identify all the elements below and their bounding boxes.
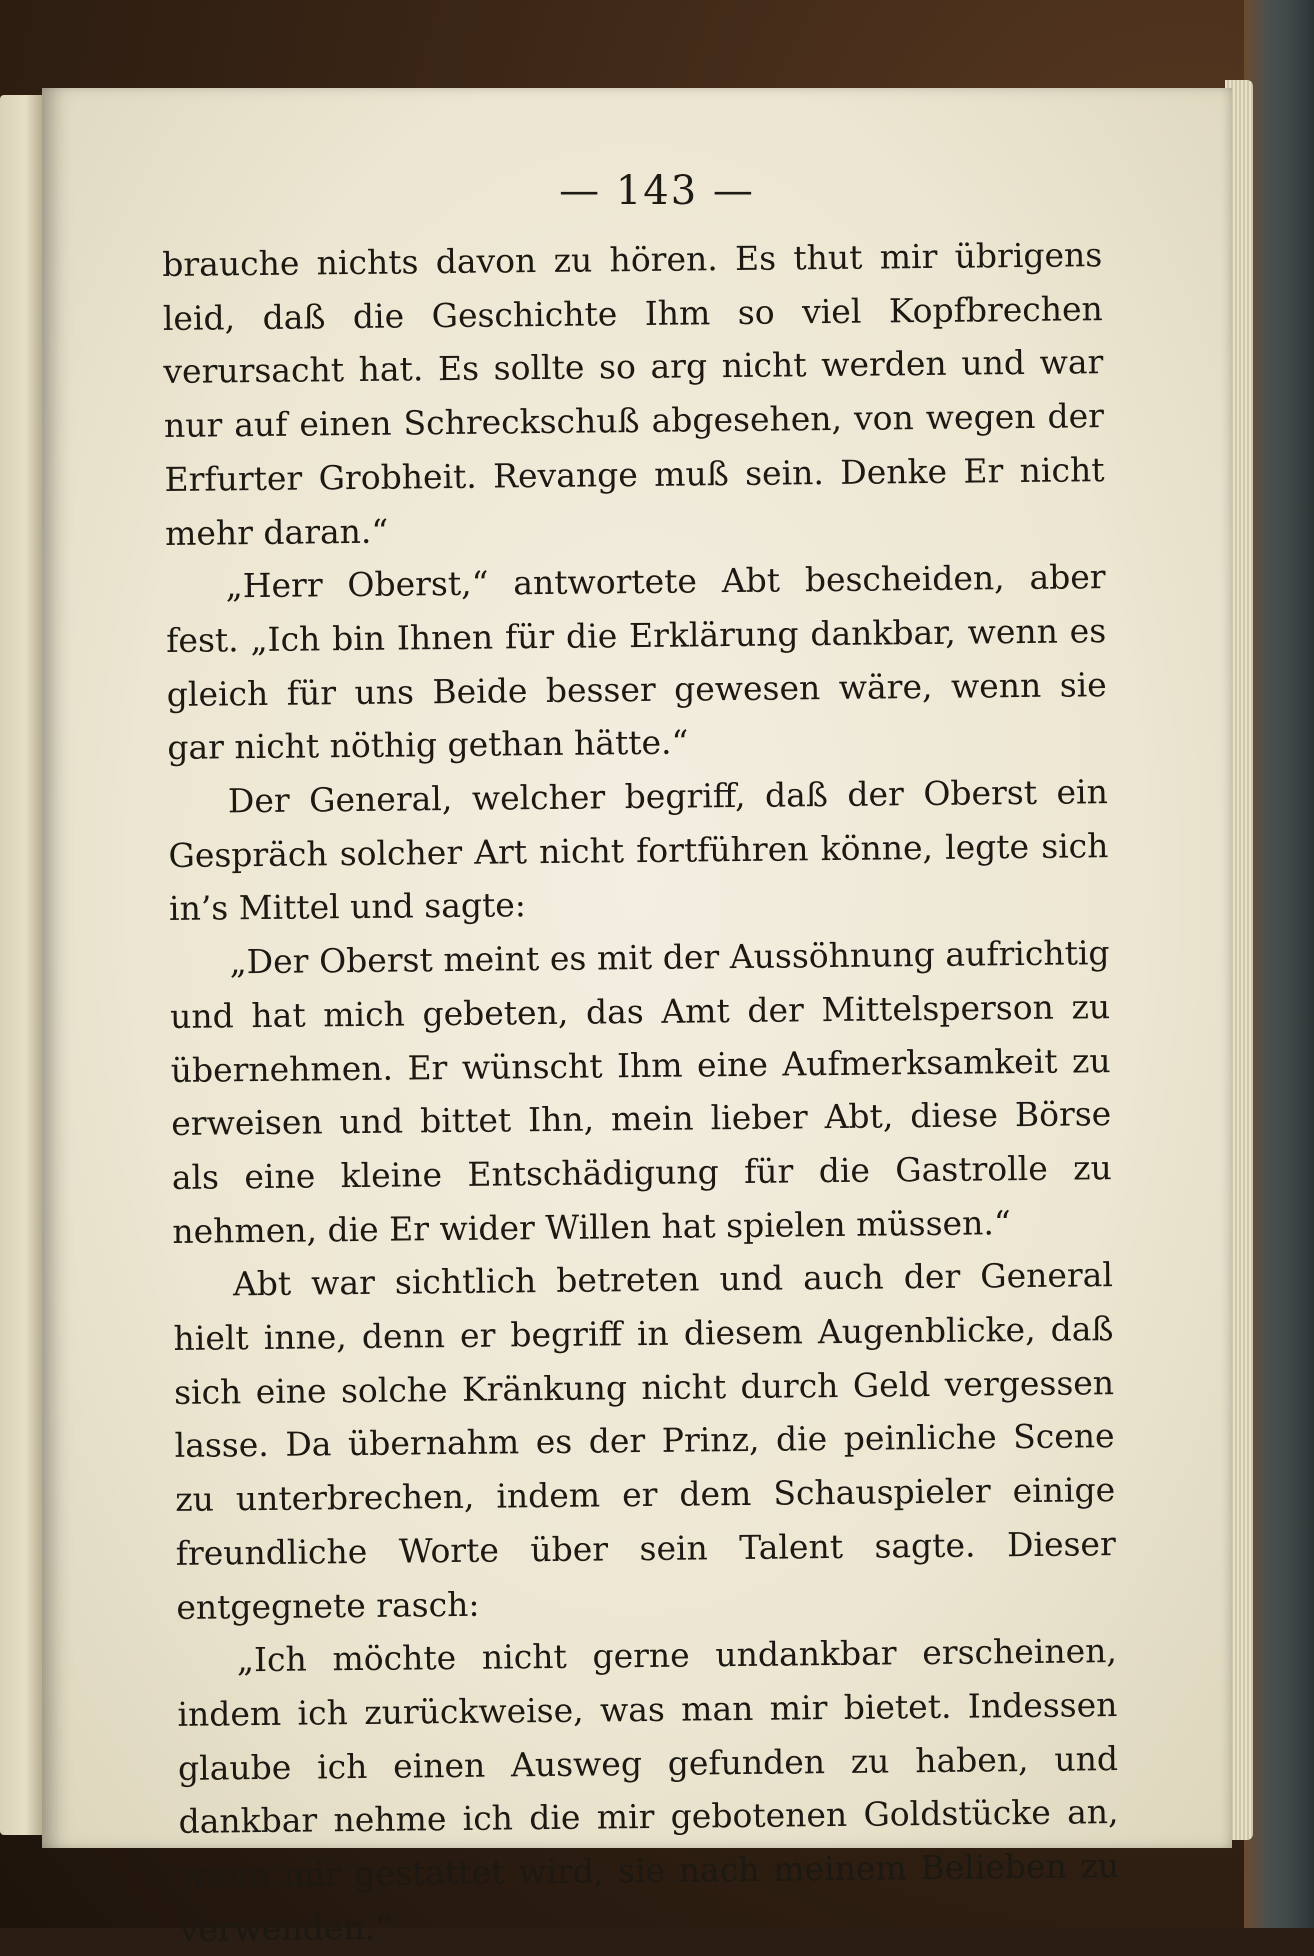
paragraph: „Ich möchte nicht gerne undankbar erscheinen, indem ich zurückweise, was man mir bietet. Indessen glaube ich einen Ausweg gefunden zu haben, und dankbar nehme ich die mir gebotenen Goldstücke an, wenn mir gestattet wird, sie nach meinem Belieben zu verwenden.“ <box>177 1631 1120 1949</box>
page-number: — 143 — <box>559 168 755 214</box>
book-binding-edge <box>1244 0 1314 1928</box>
paragraph: Der General, welcher begriff, daß der Oberst ein Gespräch solcher Art nicht fortführen könne, legte sich in’s Mittel und sagte: <box>168 772 1109 929</box>
paragraph: „Der Oberst meint es mit der Aussöhnung aufrichtig und hat mich gebeten, das Amt der Mittelsperson zu übernehmen. Er wünscht Ihm eine Aufmerksamkeit zu erweisen und bittet Ihn, mein lieber Abt, diese Börse als eine kleine Entschädigung für die Gastrolle zu nehmen, die Er wider Willen hat spielen müssen.“ <box>169 933 1112 1251</box>
page-text <box>162 228 1120 1956</box>
paragraph: „Herr Oberst,“ antwortete Abt bescheiden, aber fest. „Ich bin Ihnen für die Erklärung dankbar, wenn es gleich für uns Beide besser gewesen wäre, wenn sie gar nicht nöthig gethan hätte.“ <box>166 557 1107 768</box>
paragraph: brauche nichts davon zu hören. Es thut mir übrigens leid, daß die Geschichte Ihm so viel Kopfbrechen verursacht hat. Es sollte so arg nicht werden und war nur auf einen Schreckschuß abgesehen, von wegen der Erfurter Grobheit. Revange muß sein. Denke Er nicht mehr daran.“ <box>162 235 1105 553</box>
paragraph: Abt war sichtlich betreten und auch der General hielt inne, denn er begriff in diesem Augenblicke, daß sich eine solche Kränkung nicht durch Geld vergessen lasse. Da übernahm es der Prinz, die peinliche Scene zu unterbrechen, indem er dem Schauspieler einige freundliche Worte über sein Talent sagte. Dieser entgegnete rasch: <box>173 1255 1116 1627</box>
previous-page-edge <box>0 95 42 1835</box>
